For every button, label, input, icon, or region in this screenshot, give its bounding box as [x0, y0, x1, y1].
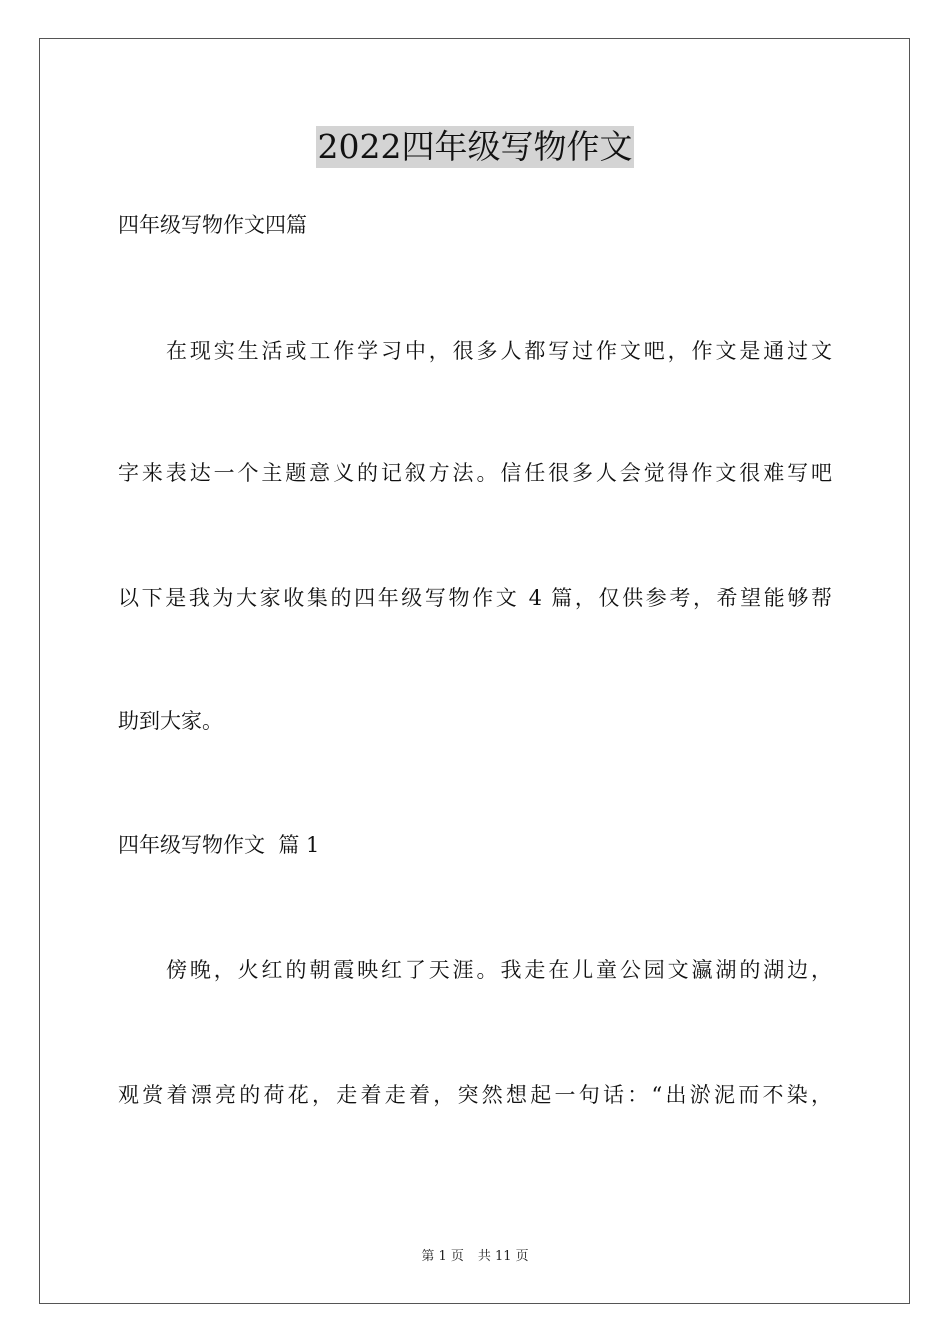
intro-line-1: 在现实生活或工作学习中，很多人都写过作文吧，作文是通过文	[166, 339, 832, 363]
page-total: 共 11 页	[477, 1249, 529, 1264]
page-number: 第 1 页	[421, 1249, 464, 1264]
body-line-2: 观赏着漂亮的荷花，走着走着，突然想起一句话：“出淤泥而不染，	[118, 1083, 832, 1107]
intro-line-3: 以下是我为大家收集的四年级写物作文 4 篇，仅供参考，希望能够帮	[118, 586, 832, 610]
document-title: 2022四年级写物作文	[317, 127, 633, 166]
intro-line-4: 助到大家。	[118, 709, 223, 733]
subtitle: 四年级写物作文四篇	[118, 213, 307, 237]
body-line-1: 傍晚，火红的朝霞映红了天涯。我走在儿童公园文瀛湖的湖边，	[166, 958, 832, 982]
intro-line-2: 字来表达一个主题意义的记叙方法。信任很多人会觉得作文很难写吧	[118, 461, 832, 485]
section-heading: 四年级写物作文 篇 1	[118, 833, 320, 857]
page-footer	[0, 1245, 950, 1264]
title-container	[0, 126, 950, 168]
